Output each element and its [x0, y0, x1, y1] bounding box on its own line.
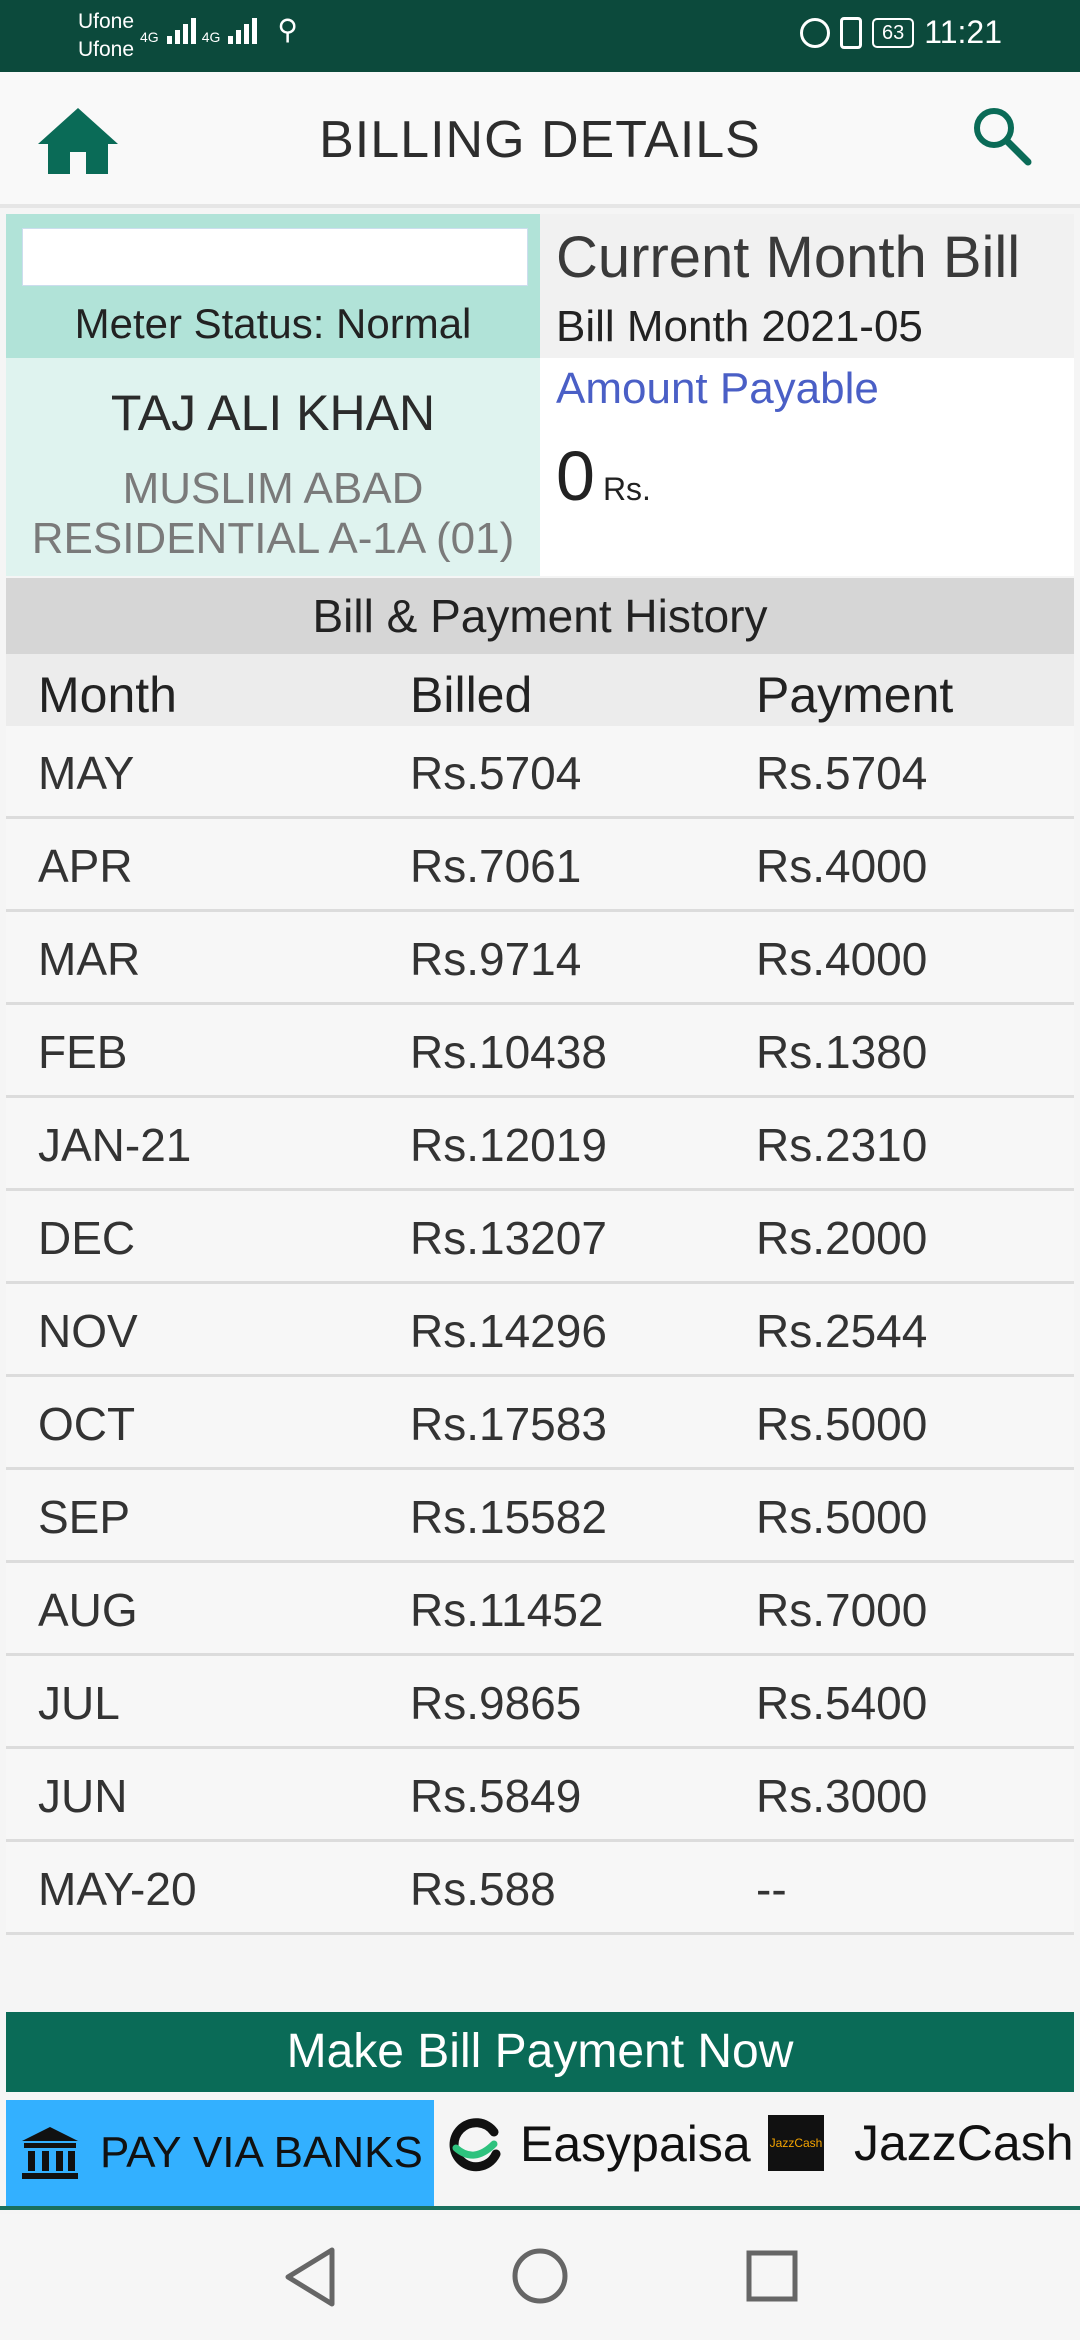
row-month: APR: [38, 840, 133, 892]
easypaisa-icon: [446, 2114, 502, 2174]
search-icon[interactable]: [970, 104, 1034, 168]
column-header-payment: Payment: [756, 667, 954, 723]
app-bar: [0, 72, 1080, 208]
table-row: [6, 1098, 1074, 1191]
row-month: MAY: [38, 747, 135, 799]
reference-field[interactable]: [22, 228, 528, 286]
current-bill-title: Current Month Bill: [556, 225, 1021, 290]
table-row: [6, 1749, 1074, 1842]
vibrate-icon: [840, 17, 862, 49]
table-row: [6, 1284, 1074, 1377]
row-month: MAR: [38, 933, 141, 985]
row-month: AUG: [38, 1584, 138, 1636]
usb-icon: ⚲: [277, 14, 298, 45]
customer-panel: [6, 214, 540, 576]
row-payment: --: [756, 1863, 787, 1915]
row-billed: Rs.12019: [410, 1119, 607, 1171]
amount-payable: [556, 436, 651, 516]
row-billed: Rs.9714: [410, 933, 582, 985]
amount-payable-label: Amount Payable: [556, 364, 879, 413]
amount-unit: Rs.: [602, 471, 651, 507]
row-month: NOV: [38, 1305, 138, 1357]
carrier-1: Ufone: [78, 10, 135, 33]
column-header-billed: Billed: [410, 667, 533, 723]
table-row: [6, 912, 1074, 1005]
table-row: [6, 1842, 1074, 1935]
network-type-2: 4G: [201, 29, 221, 45]
recent-apps-icon[interactable]: [744, 2248, 800, 2304]
make-payment-header: Make Bill Payment Now: [6, 2012, 1074, 2092]
signal-icon: [228, 16, 257, 44]
table-row: [6, 1470, 1074, 1563]
row-month: MAY-20: [38, 1863, 197, 1915]
row-month: JUN: [38, 1770, 128, 1822]
table-row: [6, 1005, 1074, 1098]
page-title: BILLING DETAILS: [319, 111, 761, 169]
row-payment: Rs.7000: [756, 1584, 928, 1636]
customer-name: TAJ ALI KHAN: [110, 385, 436, 441]
row-billed: Rs.588: [410, 1863, 556, 1915]
status-time: 11:21: [924, 14, 1002, 50]
back-icon[interactable]: [280, 2244, 340, 2310]
row-month: FEB: [38, 1026, 128, 1078]
navigation-bar: [0, 2214, 1080, 2340]
easypaisa-label: Easypaisa: [520, 2116, 751, 2172]
row-month: SEP: [38, 1491, 131, 1543]
row-month: JUL: [38, 1677, 120, 1729]
meter-section: [6, 214, 540, 358]
column-header-month: Month: [38, 667, 177, 723]
jazzcash-label: JazzCash: [854, 2115, 1074, 2171]
history-table-header: [6, 654, 1074, 726]
table-row: [6, 1563, 1074, 1656]
address-line-1: MUSLIM ABAD: [122, 464, 424, 513]
row-month: JAN-21: [38, 1119, 192, 1171]
bill-month: Bill Month 2021-05: [556, 302, 923, 351]
row-month: DEC: [38, 1212, 136, 1264]
row-billed: Rs.5849: [410, 1770, 582, 1822]
table-row: [6, 726, 1074, 819]
signal-indicators: [140, 16, 298, 44]
meter-status: Meter Status: Normal: [74, 300, 472, 347]
easypaisa-button[interactable]: [446, 2114, 751, 2174]
row-billed: Rs.15582: [410, 1491, 607, 1543]
row-billed: Rs.9865: [410, 1677, 582, 1729]
row-billed: Rs.5704: [410, 747, 582, 799]
jazzcash-button[interactable]: [768, 2114, 1074, 2172]
row-payment: Rs.4000: [756, 840, 928, 892]
row-billed: Rs.17583: [410, 1398, 607, 1450]
customer-address: [6, 464, 540, 564]
table-row: [6, 1656, 1074, 1749]
payment-options: [0, 2092, 1080, 2210]
row-payment: Rs.5704: [756, 747, 928, 799]
current-bill-header: [540, 214, 1074, 358]
row-payment: Rs.2000: [756, 1212, 928, 1264]
amount-value: 0: [556, 437, 595, 515]
network-type-1: 4G: [140, 29, 159, 45]
alarm-icon: [800, 18, 830, 48]
carrier-2: Ufone: [78, 38, 135, 61]
jazzcash-icon: JazzCash: [768, 2115, 824, 2171]
home-nav-icon[interactable]: [510, 2246, 570, 2306]
battery-icon: 63: [872, 18, 914, 48]
pay-via-banks-button[interactable]: [6, 2100, 434, 2206]
row-billed: Rs.10438: [410, 1026, 607, 1078]
table-row: [6, 819, 1074, 912]
row-payment: Rs.5000: [756, 1398, 928, 1450]
bank-icon: [20, 2123, 80, 2183]
row-billed: Rs.7061: [410, 840, 582, 892]
signal-icon: [167, 16, 196, 44]
address-line-2: RESIDENTIAL A-1A (01): [31, 514, 515, 563]
row-payment: Rs.2544: [756, 1305, 928, 1357]
row-payment: Rs.4000: [756, 933, 928, 985]
carrier-labels: [78, 8, 134, 64]
row-payment: Rs.5000: [756, 1491, 928, 1543]
row-payment: Rs.5400: [756, 1677, 928, 1729]
row-payment: Rs.1380: [756, 1026, 928, 1078]
row-billed: Rs.13207: [410, 1212, 607, 1264]
row-billed: Rs.11452: [410, 1584, 604, 1636]
table-row: [6, 1191, 1074, 1284]
current-bill-panel: [540, 214, 1074, 576]
row-billed: Rs.14296: [410, 1305, 607, 1357]
history-title: Bill & Payment History: [6, 578, 1074, 654]
status-right: [800, 14, 1002, 51]
row-payment: Rs.2310: [756, 1119, 928, 1171]
row-month: OCT: [38, 1398, 136, 1450]
table-row: [6, 1377, 1074, 1470]
history-table[interactable]: [6, 726, 1074, 1935]
status-bar: [0, 0, 1080, 72]
row-payment: Rs.3000: [756, 1770, 928, 1822]
pay-via-banks-label: PAY VIA BANKS: [100, 2128, 423, 2177]
